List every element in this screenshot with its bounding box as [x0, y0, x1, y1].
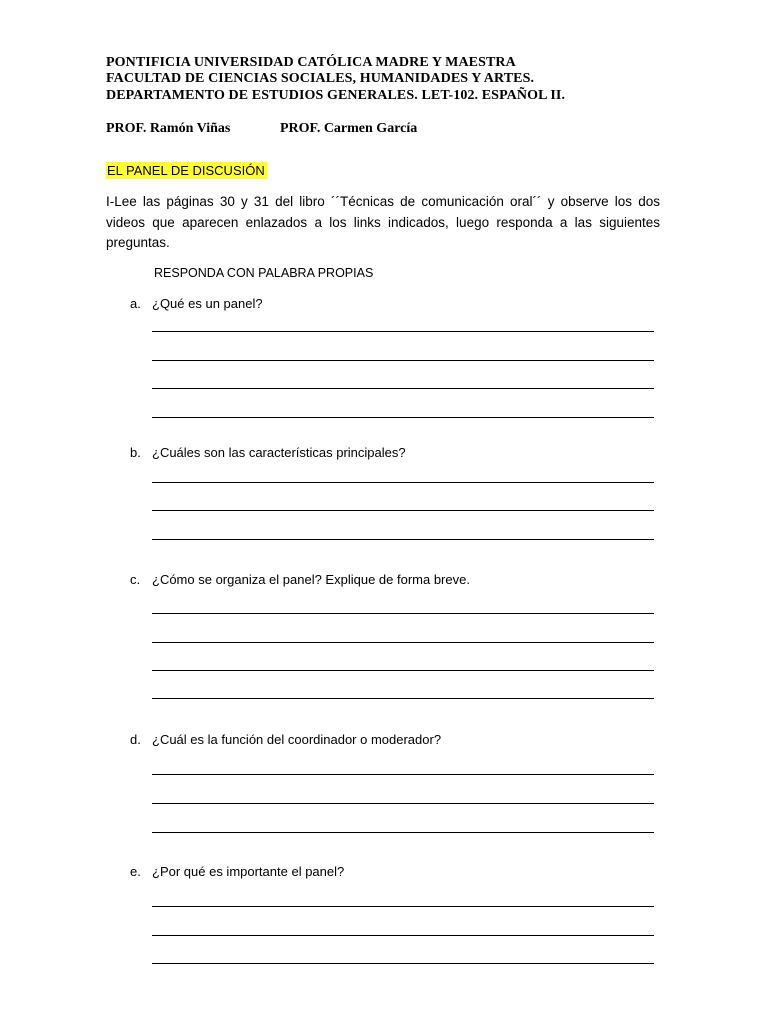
question-a-text: ¿Qué es un panel? — [152, 296, 263, 311]
answer-line — [152, 360, 654, 361]
answer-line — [152, 510, 654, 511]
question-d-text: ¿Cuál es la función del coordinador o moderador? — [152, 732, 442, 747]
answer-line — [152, 539, 654, 540]
answer-line — [152, 482, 654, 483]
professor-1: PROF. Ramón Viñas — [106, 121, 231, 136]
question-a-letter: a. — [130, 296, 141, 311]
answer-line — [152, 774, 654, 775]
answer-line — [152, 388, 654, 389]
question-b-letter: b. — [130, 445, 141, 460]
answer-line — [152, 963, 654, 964]
answer-line — [152, 613, 654, 614]
department-course: DEPARTAMENTO DE ESTUDIOS GENERALES. LET-102. ESPAÑOL II. — [106, 88, 566, 103]
question-b-text: ¿Cuáles son las características principales? — [152, 445, 406, 460]
question-c-letter: c. — [130, 572, 141, 587]
answer-line — [152, 331, 654, 332]
question-e-text: ¿Por qué es importante el panel? — [152, 864, 345, 879]
section-title: EL PANEL DE DISCUSIÓN — [107, 163, 265, 178]
question-d-letter: d. — [130, 732, 141, 747]
answer-line — [152, 935, 654, 936]
faculty-name: FACULTAD DE CIENCIAS SOCIALES, HUMANIDADES Y ARTES. — [106, 71, 535, 86]
university-name: PONTIFICIA UNIVERSIDAD CATÓLICA MADRE Y MAESTRA — [106, 55, 516, 70]
question-e-letter: e. — [130, 864, 141, 879]
intro-paragraph: I-Lee las páginas 30 y 31 del libro ´´Técnicas de comunicación oral´´ y observe los dos videos que aparecen enlazados a los links indicados, luego responda a las siguientes preguntas. — [106, 194, 660, 250]
answer-line — [152, 698, 654, 699]
answer-line — [152, 670, 654, 671]
question-c-text: ¿Cómo se organiza el panel? Explique de forma breve. — [152, 572, 470, 587]
professor-2: PROF. Carmen García — [280, 121, 418, 136]
instruction: RESPONDA CON PALABRA PROPIAS — [154, 266, 374, 280]
answer-line — [152, 906, 654, 907]
answer-line — [152, 803, 654, 804]
answer-line — [152, 642, 654, 643]
answer-line — [152, 832, 654, 833]
answer-line — [152, 417, 654, 418]
